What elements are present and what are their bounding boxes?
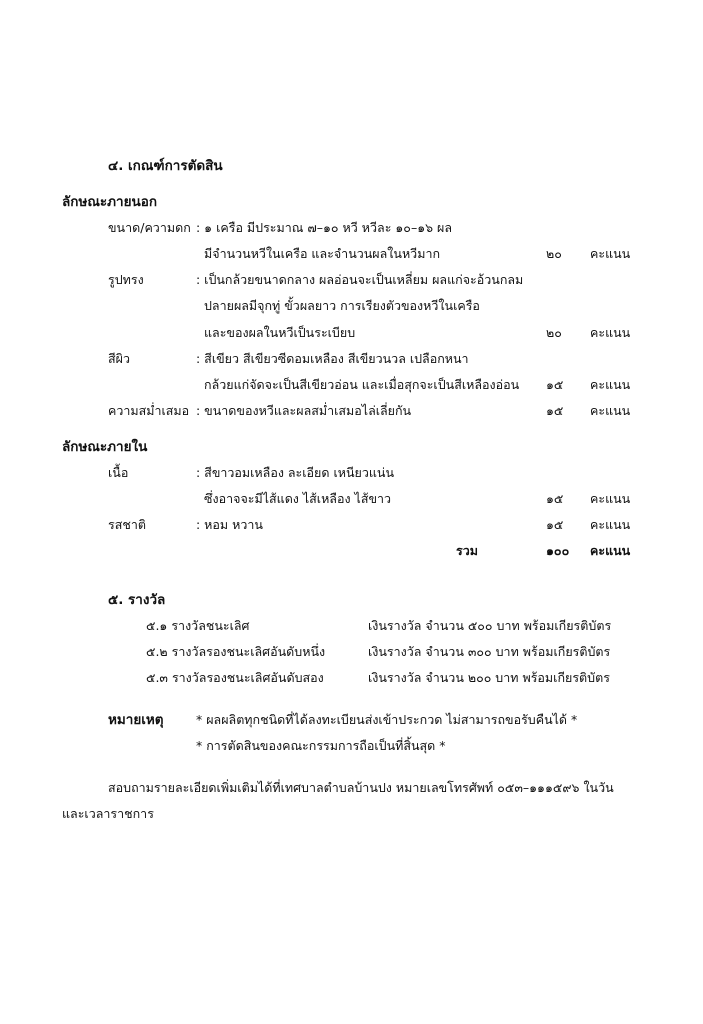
shape-line1: : เป็นกล้วยขนาดกลาง ผลอ่อนจะเป็นเหลี่ยม ผลแก่จะอ้วนกลม bbox=[196, 272, 524, 287]
remarks-line1: * ผลผลิตทุกชนิดที่ได้ลงทะเบียนส่งเข้าประกวด ไม่สามารถขอรับคืนได้ * bbox=[196, 712, 578, 727]
size-line2: มีจำนวนหวีในเครือ และจำนวนผลในหวีมาก bbox=[204, 246, 441, 261]
size-line1: : ๑ เครือ มีประมาณ ๗–๑๐ หวี หวีละ ๑๐–๑๖ ผล bbox=[196, 220, 453, 235]
skin-label: สีผิว bbox=[108, 351, 130, 366]
section-5-title: ๕. รางวัล bbox=[108, 592, 166, 608]
skin-line2: กล้วยแก่จัดจะเป็นสีเขียวอ่อน และเมื่อสุกจะเป็นสีเหลืองอ่อน bbox=[204, 377, 520, 392]
size-unit: คะแนน bbox=[590, 246, 631, 261]
flesh-line1: : สีขาวอมเหลือง ละเอียด เหนียวแน่น bbox=[196, 465, 395, 480]
external-heading: ลักษณะภายนอก bbox=[62, 194, 158, 210]
skin-unit: คะแนน bbox=[590, 377, 631, 392]
award-3-name: ๕.๓ รางวัลรองชนะเลิศอันดับสอง bbox=[146, 670, 324, 685]
shape-line2: ปลายผลมีจุกทู่ ขั้วผลยาว การเรียงตัวของหวีในเครือ bbox=[204, 298, 480, 313]
shape-line3: และของผลในหวีเป็นระเบียบ bbox=[204, 325, 356, 340]
remarks-line2: * การตัดสินของคณะกรรมการถือเป็นที่สิ้นสุด * bbox=[196, 738, 446, 753]
section-4-title: ๔. เกณฑ์การตัดสิน bbox=[108, 158, 223, 174]
award-3-prize: เงินรางวัล จำนวน ๒๐๐ บาท พร้อมเกียรติบัตร bbox=[368, 670, 610, 685]
internal-heading: ลักษณะภายใน bbox=[62, 439, 148, 455]
flesh-line2: ซึ่งอาจจะมีไส้แดง ไส้เหลือง ไส้ขาว bbox=[204, 491, 392, 506]
contact-line2: และเวลาราชการ bbox=[62, 806, 154, 821]
shape-unit: คะแนน bbox=[590, 325, 631, 340]
flesh-label: เนื้อ bbox=[108, 465, 129, 480]
contact-line1: สอบถามรายละเอียดเพิ่มเติมได้ที่เทศบาลตำบลบ้านปง หมายเลขโทรศัพท์ ๐๕๓–๑๑๑๕๙๖ ในวัน bbox=[108, 780, 614, 795]
flesh-unit: คะแนน bbox=[590, 491, 631, 506]
total-unit: คะแนน bbox=[590, 543, 631, 558]
size-score: ๒๐ bbox=[546, 246, 562, 261]
remarks-label: หมายเหตุ bbox=[108, 712, 164, 728]
taste-score: ๑๕ bbox=[546, 517, 564, 532]
total-score: ๑๐๐ bbox=[546, 543, 570, 558]
uniformity-label: ความสม่ำเสมอ bbox=[108, 403, 190, 418]
award-2-prize: เงินรางวัล จำนวน ๓๐๐ บาท พร้อมเกียรติบัตร bbox=[368, 644, 611, 659]
taste-line1: : หอม หวาน bbox=[196, 517, 263, 532]
award-2-name: ๕.๒ รางวัลรองชนะเลิศอันดับหนึ่ง bbox=[146, 644, 326, 659]
uniformity-unit: คะแนน bbox=[590, 403, 631, 418]
award-1-name: ๕.๑ รางวัลชนะเลิศ bbox=[146, 618, 250, 633]
taste-label: รสชาติ bbox=[108, 517, 146, 532]
uniformity-line1: : ขนาดของหวีและผลสม่ำเสมอไล่เลี่ยกัน bbox=[196, 403, 412, 418]
skin-line1: : สีเขียว สีเขียวซีดอมเหลือง สีเขียวนวล เปลือกหนา bbox=[196, 351, 469, 366]
shape-label: รูปทรง bbox=[108, 272, 144, 287]
size-label: ขนาด/ความดก bbox=[108, 220, 191, 235]
flesh-score: ๑๕ bbox=[546, 491, 564, 506]
shape-score: ๒๐ bbox=[546, 325, 562, 340]
skin-score: ๑๕ bbox=[546, 377, 564, 392]
total-label: รวม bbox=[456, 543, 478, 558]
taste-unit: คะแนน bbox=[590, 517, 631, 532]
uniformity-score: ๑๕ bbox=[546, 403, 564, 418]
award-1-prize: เงินรางวัล จำนวน ๕๐๐ บาท พร้อมเกียรติบัตร bbox=[368, 618, 612, 633]
